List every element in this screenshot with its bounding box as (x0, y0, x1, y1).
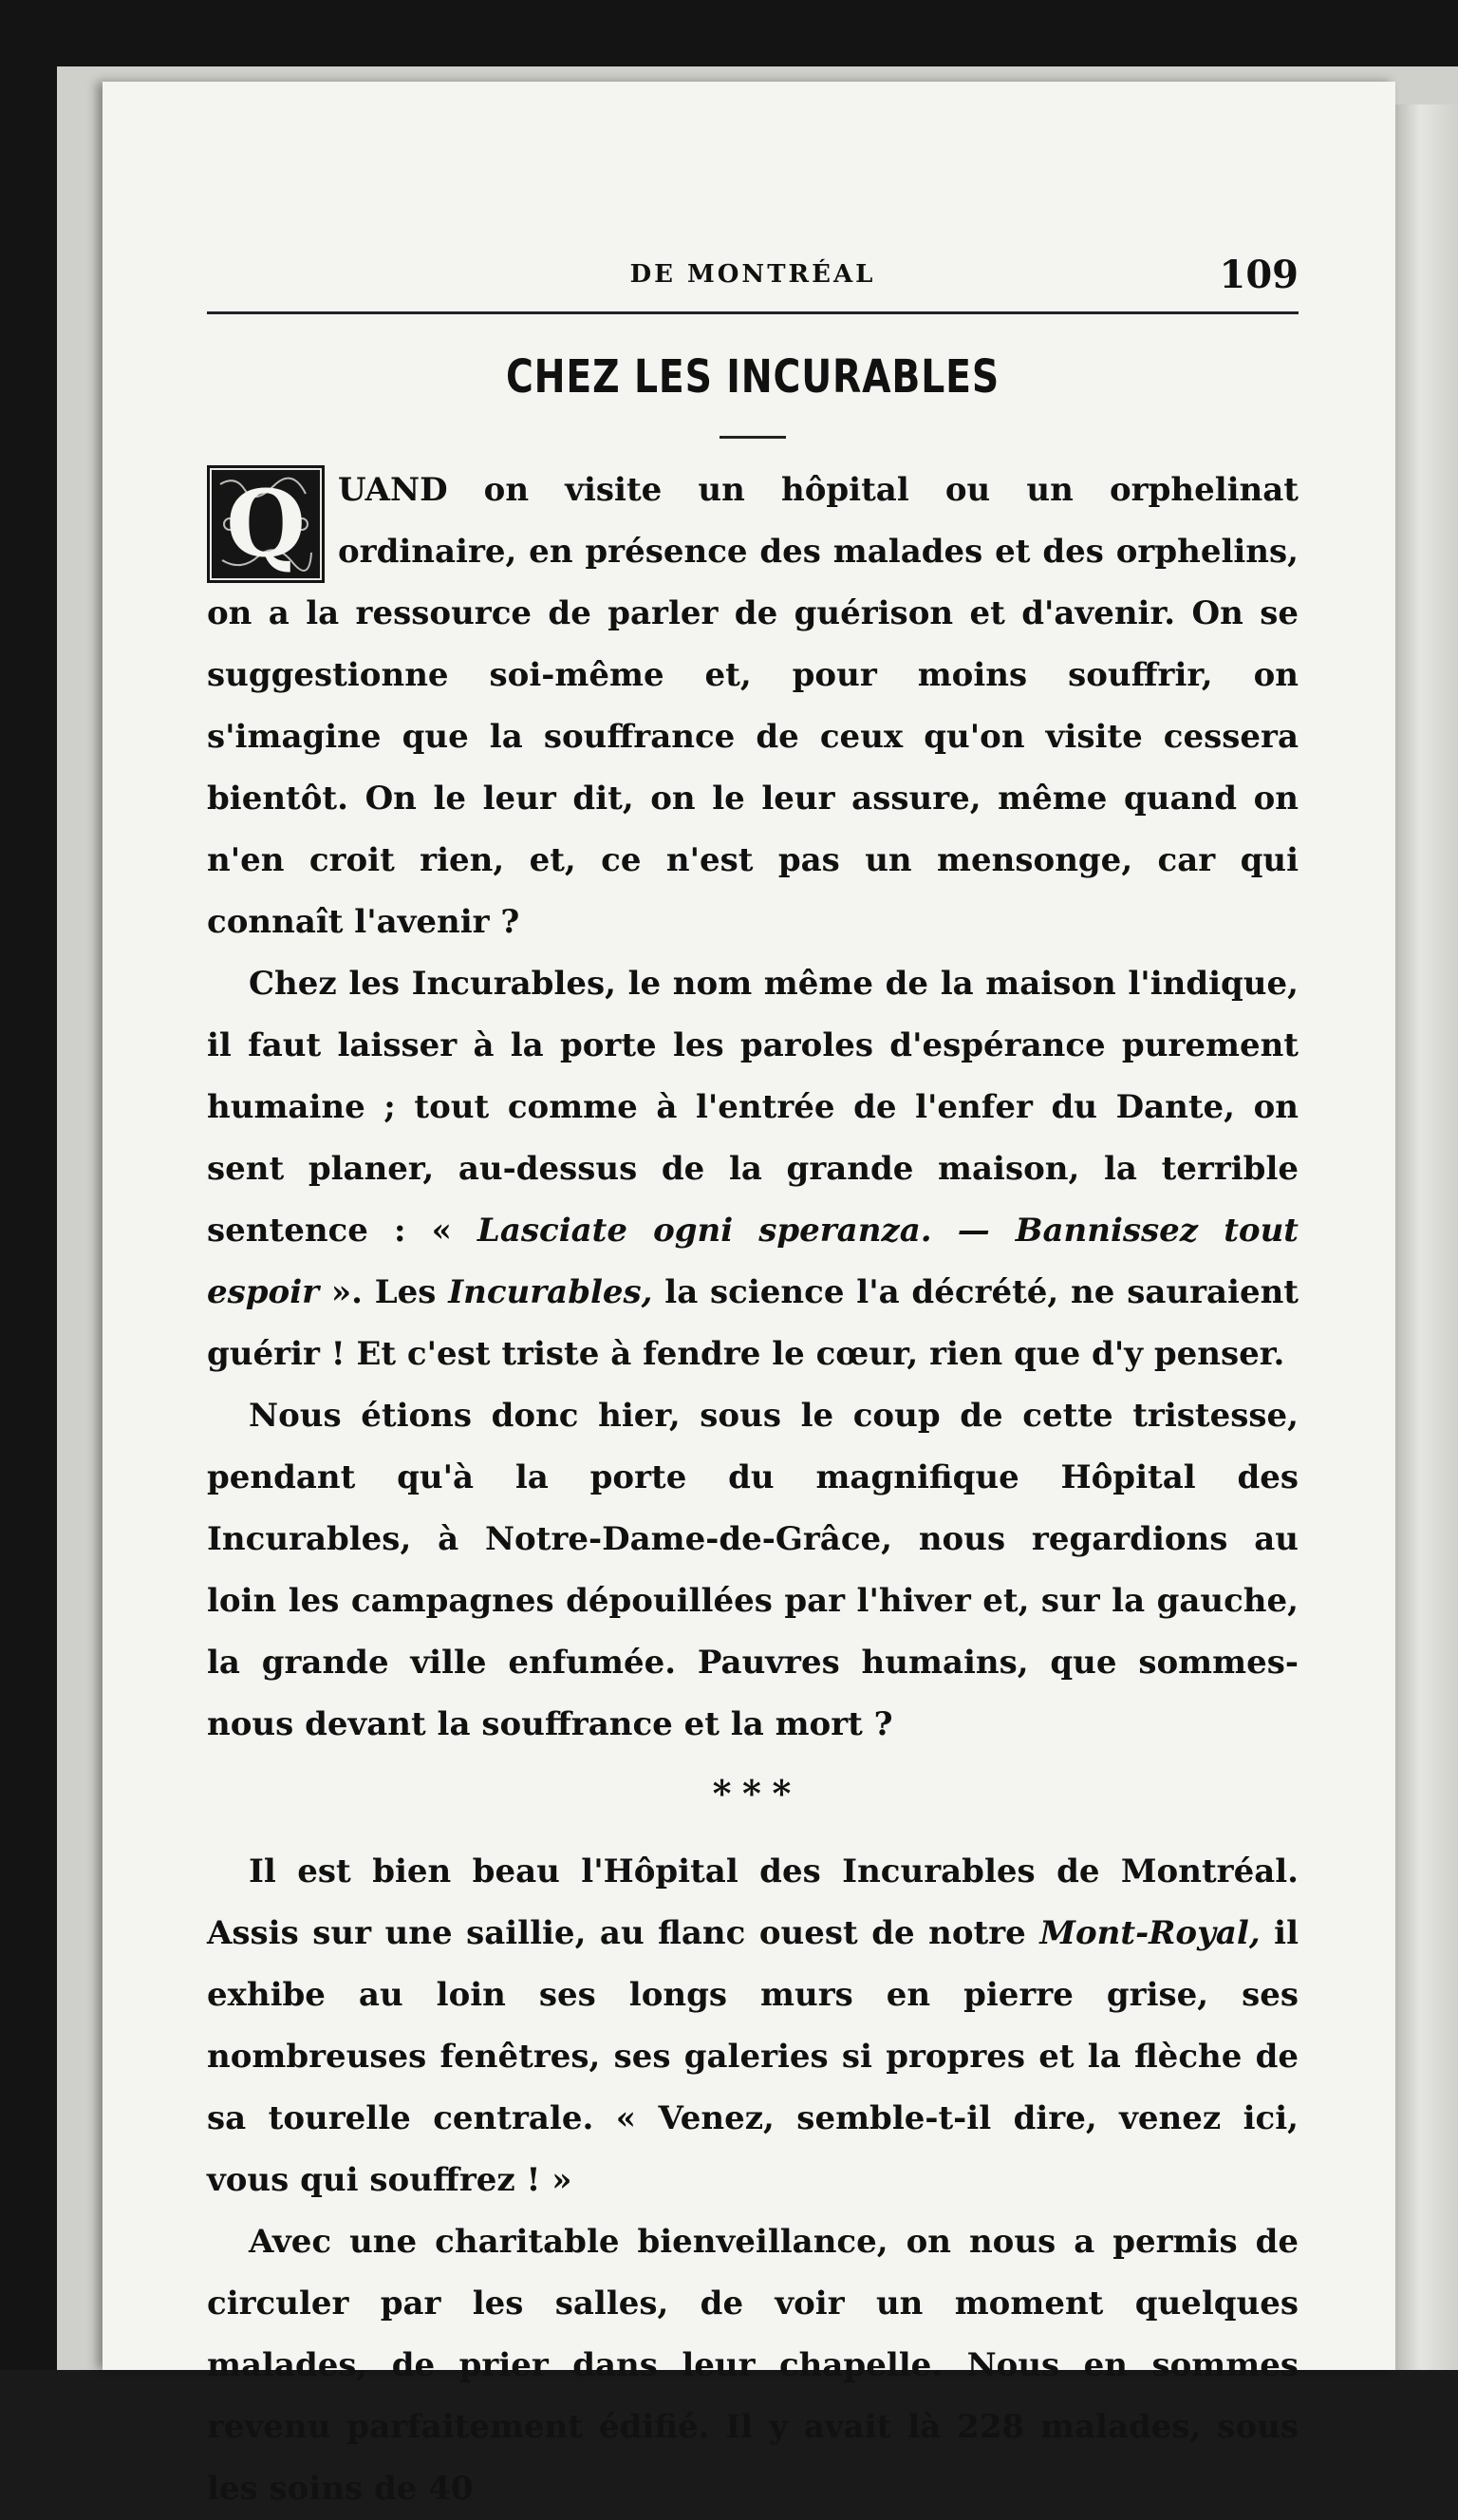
page-content (207, 253, 1299, 2520)
paragraph-4 (207, 1841, 1299, 2211)
decorated-initial (207, 465, 325, 583)
background-page-edge (1395, 104, 1458, 2370)
paragraph-2-text-a: Chez les Incurables, le nom même de la maison l'indique, il faut laisser à la porte les paroles d'espérance purement humaine ; tout comme à l'entrée de l'enfer du Dante, on sent planer, au-dessus de la grande maison, la terrible sentence : « (207, 965, 1299, 1250)
page-number: 109 (1219, 253, 1299, 297)
title-rule (720, 436, 786, 439)
paragraph-4-text-b: il exhibe au loin ses longs murs en pierre grise, ses nombreuses fenêtres, ses galeries si propres et la flèche de sa tourelle centrale. « Venez, semble-t-il dire, venez ici, vous qui souffrez ! » (207, 1914, 1299, 2199)
paragraph-2-text-c: la science l'a décrété, ne sauraient guérir ! Et c'est triste à fendre le cœur, rien que d'y penser. (207, 1273, 1299, 1373)
chapter-title: CHEZ LES INCURABLES (505, 350, 1000, 404)
paragraph-3: Nous étions donc hier, sous le coup de cette tristesse, pendant qu'à la porte du magnifique Hôpital des Incurables, à Notre-Dame-de-Grâce, nous regardions au loin les campagnes dépouillées par l'hiver et, sur la gauche, la grande ville enfumée. Pauvres humains, que sommes-nous devant la souffrance et la mort ? (207, 1397, 1299, 1743)
paragraph-4-text-a: Il est bien beau l'Hôpital des Incurables de Montréal. Assis sur une saillie, au flanc ouest de notre (207, 1852, 1299, 1952)
paragraph-1-text: on visite un hôpital ou un orphelinat ordinaire, en présence des malades et des orphelins, on a la ressource de parler de guérison et d'avenir. On se suggestionne soi-même et, pour moins souffrir, on s'imagine que la souffrance de ceux qu'on visite cessera bientôt. On le leur dit, on le leur assure, même quand on n'en croit rien, et, ce n'est pas un mensonge, car qui connaît l'avenir ? (207, 471, 1299, 941)
running-head-title: DE MONTRÉAL (629, 260, 876, 289)
book-page (103, 82, 1395, 2508)
paragraph-2-italic-incurables: Incurables, (448, 1273, 653, 1311)
asterism-separator: * * * (712, 1772, 794, 1815)
initial-letter: Q (226, 470, 306, 577)
running-head (207, 253, 1299, 306)
paragraph-5: Avec une charitable bienveillance, on nous a permis de circuler par les salles, de voir un moment quelques malades, de prier dans leur chapelle. Nous en sommes revenu parfaitement édifié. Il y avait là 228 malades, sous les soins de 40 (207, 2223, 1299, 2508)
header-rule (207, 311, 1299, 314)
paragraph-1 (207, 460, 1299, 953)
paragraph-2 (207, 953, 1299, 1385)
paragraph-2-italic-quote: Lasciate ogni speranza. — Bannissez tout espoir (207, 1212, 1299, 1311)
paragraph-4-italic-mont-royal: Mont-Royal, (1039, 1914, 1261, 1952)
paragraph-2-text-b: ». Les (319, 1273, 449, 1311)
lead-word-rest: UAND (338, 471, 448, 509)
